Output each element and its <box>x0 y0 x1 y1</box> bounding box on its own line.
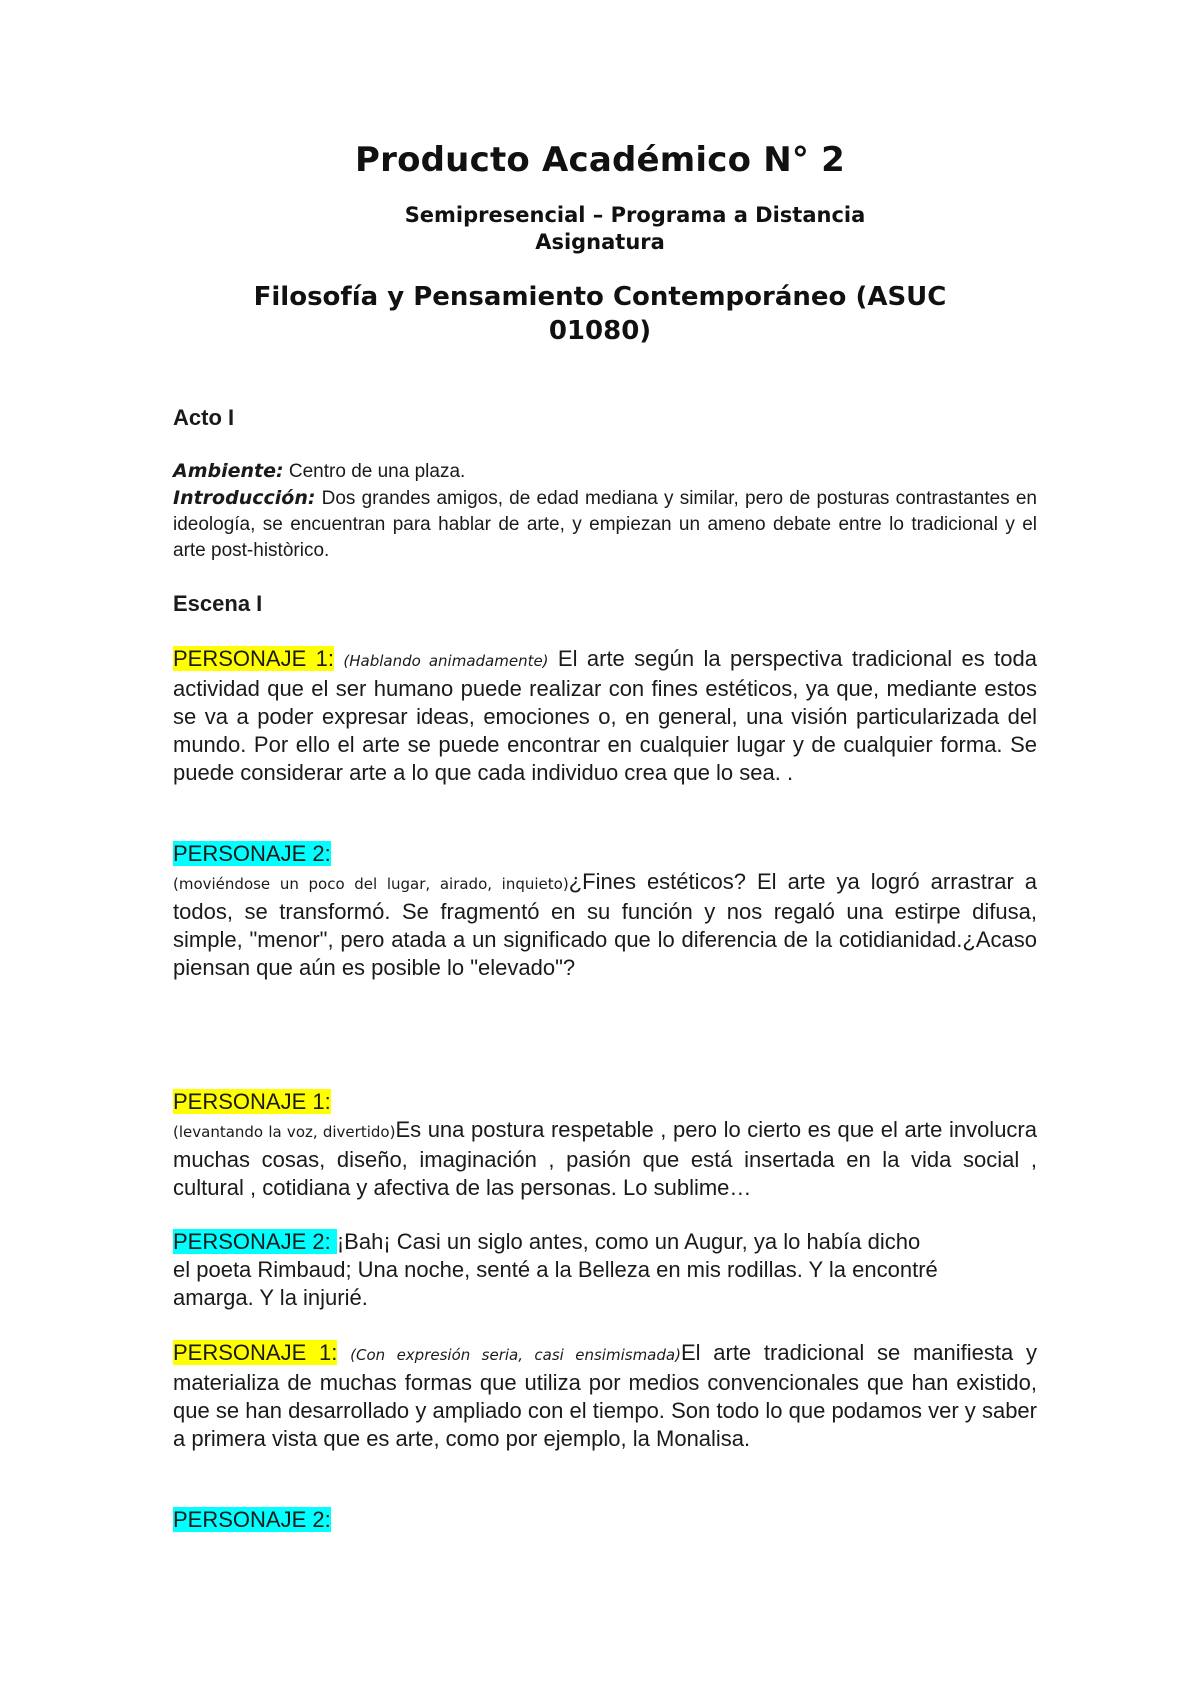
dialogue-text: Es una postura respetable , pero lo cierto es que el arte involucra muchas cosas, diseño, imaginación , pasión que está insertada en la vida social , cultural , cotidiana y afectiva de las personas. Lo sublime… <box>173 1117 1037 1200</box>
speaker-label: PERSONAJE 1: <box>173 1089 331 1114</box>
dialogue-2 <box>173 868 1037 982</box>
dialogue-3 <box>173 1116 1037 1202</box>
ambiente-text: Centro de una plaza. <box>283 461 466 482</box>
speaker-label-block <box>173 1088 1037 1116</box>
speaker-label: PERSONAJE 1: <box>173 646 334 671</box>
speaker-label: PERSONAJE 2: <box>173 841 331 866</box>
speaker-label: PERSONAJE 2: <box>173 1229 337 1254</box>
stage-direction: (levantando la voz, divertido) <box>173 1123 396 1141</box>
document-subtitle-asignatura: Asignatura <box>535 230 665 254</box>
stage-direction: (Hablando animadamente) <box>343 652 549 670</box>
dialogue-text: ¿Fines estéticos? El arte ya logró arrastrar a todos, se transformó. Se fragmentó en su función y nos regaló una estirpe difusa, simple, "menor", pero atada a un significado que lo diferencia de la cotidianidad.¿Acaso piensan que aún es posible lo "elevado"? <box>173 869 1038 980</box>
document-title: Producto Académico N° 2 <box>355 140 845 180</box>
dialogue-6 <box>173 1506 1037 1534</box>
dialogue-text: el poeta Rimbaud; Una noche, senté a la Belleza en mis rodillas. Y la encontré amarga. Y la injurié. <box>173 1257 938 1310</box>
ambiente-label: Ambiente: <box>173 460 284 482</box>
intro-label: Introducción: <box>173 487 316 509</box>
speaker-label-block <box>173 840 1037 868</box>
dialogue-5 <box>173 1339 1037 1453</box>
speaker-label: PERSONAJE 2: <box>173 1507 331 1532</box>
document-subtitle: Semipresencial – Programa a Distancia <box>404 203 866 227</box>
act-heading: Acto I <box>173 405 235 430</box>
speaker-label: PERSONAJE 1: <box>173 1340 338 1365</box>
stage-direction: (Con expresión seria, casi ensimismada) <box>350 1346 681 1364</box>
dialogue-text-line1: ¡Bah¡ Casi un siglo antes, como un Augur, ya lo había dicho <box>336 1229 921 1254</box>
dialogue-4 <box>173 1228 1037 1312</box>
intro-text: Dos grandes amigos, de edad mediana y similar, pero de posturas contrastantes en ideología, se encuentran para hablar de arte, y empiezan un ameno debate entre lo tradicional y el arte post-històrico. <box>173 488 1037 561</box>
stage-direction: (moviéndose un poco del lugar, airado, inquieto) <box>173 875 569 893</box>
course-title-code: 01080) <box>548 316 652 346</box>
dialogue-text: El arte tradicional se manifiesta y materializa de muchas formas que utiliza por medios convencionales que han existido, que se han desarrollado y ampliado con el tiempo. Son todo lo que podamos ver y saber a primera vista que es arte, como por ejemplo, la Monalisa. <box>173 1340 1037 1451</box>
scene-heading: Escena I <box>173 591 263 616</box>
dialogue-text: El arte según la perspectiva tradicional es toda actividad que el ser humano puede realizar con fines estéticos, ya que, mediante estos se va a poder expresar ideas, emociones o, en general, una visión particularizada del mundo. Por ello el arte se puede encontrar en cualquier lugar y de cualquier forma. Se puede considerar arte a lo que cada individuo crea que lo sea. . <box>173 646 1037 785</box>
act-setting <box>173 458 1037 564</box>
course-title: Filosofía y Pensamiento Contemporáneo (ASUC <box>253 282 947 312</box>
dialogue-1 <box>173 645 1037 787</box>
